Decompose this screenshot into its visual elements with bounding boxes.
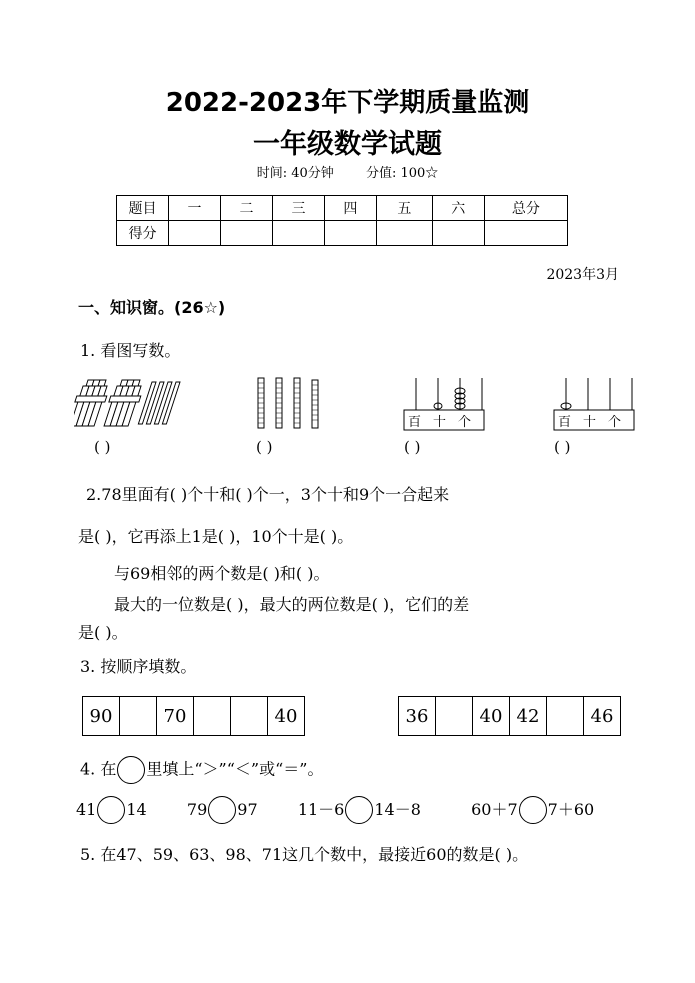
section-title: 一、知识窗。(26☆)	[78, 298, 226, 317]
score-header-cell: 一	[168, 196, 220, 221]
comparison-row	[76, 796, 594, 824]
score-header-cell: 五	[376, 196, 432, 221]
abacus-label-hundreds: 百	[558, 415, 584, 430]
exam-title: 2022-2023年下学期质量监测	[165, 88, 530, 118]
score-header-cell: 题目	[117, 196, 169, 221]
score-cell[interactable]	[272, 221, 324, 246]
ten-rods-figure	[254, 376, 334, 432]
abacus-label-hundreds: 百	[408, 415, 434, 430]
score-header-cell: 二	[220, 196, 272, 221]
exam-date: 2023年3月	[546, 267, 619, 283]
exam-time: 时间: 40分钟	[256, 166, 334, 181]
abacus-label-ones: 个	[458, 415, 484, 430]
question-3-text: 3. 按顺序填数。	[80, 657, 197, 676]
sequence-table-a	[82, 696, 305, 736]
sequence-table-b	[398, 696, 621, 736]
score-cell[interactable]	[376, 221, 432, 246]
question-4-prefix: 4. 在	[80, 759, 117, 779]
question-4-text	[80, 756, 323, 784]
exam-subtitle: 一年级数学试题	[253, 129, 442, 160]
comparison-item	[76, 800, 152, 819]
sequence-blank-cell[interactable]	[547, 697, 584, 736]
sequence-cell: 90	[83, 697, 120, 736]
question-2-line-5: 是( )。	[78, 623, 128, 642]
question-2-line-1: 2.78里面有( )个十和( )个一，3个十和9个一合起来	[86, 485, 450, 504]
sequence-blank-cell[interactable]	[194, 697, 231, 736]
score-table	[116, 195, 568, 246]
score-header-cell: 四	[324, 196, 376, 221]
score-header-cell: 总分	[484, 196, 567, 221]
comparison-circle[interactable]	[519, 796, 547, 824]
score-cell[interactable]	[484, 221, 567, 246]
score-cell[interactable]	[220, 221, 272, 246]
question-5-text: 5. 在47、59、63、98、71这几个数中，最接近60的数是( )。	[80, 845, 529, 864]
comparison-circle[interactable]	[208, 796, 236, 824]
comparison-circle[interactable]	[97, 796, 125, 824]
question-2-line-3: 与69相邻的两个数是( )和( )。	[114, 564, 330, 583]
score-header-cell: 三	[272, 196, 324, 221]
sequence-blank-cell[interactable]	[231, 697, 268, 736]
score-cell[interactable]	[168, 221, 220, 246]
comparison-item	[187, 800, 263, 819]
comparison-right: 14－8	[374, 799, 421, 819]
exam-total-score: 分值: 100☆	[365, 166, 439, 181]
score-header-cell: 六	[432, 196, 484, 221]
score-table-header-row	[117, 196, 568, 221]
comparison-right: 97	[237, 799, 258, 819]
answer-blank[interactable]: ( )	[554, 438, 571, 456]
comparison-circle[interactable]	[345, 796, 373, 824]
sequence-blank-cell[interactable]	[120, 697, 157, 736]
comparison-item	[298, 800, 426, 819]
score-cell[interactable]	[432, 221, 484, 246]
abacus-labels	[558, 411, 633, 430]
comparison-left: 79	[186, 799, 208, 819]
sticks-bundle-figure	[74, 376, 184, 432]
comparison-item	[471, 800, 594, 819]
question-4-suffix: 里填上“＞”“＜”或“＝”。	[146, 759, 324, 779]
comparison-left: 60＋7	[471, 799, 518, 819]
question-2-line-4: 最大的一位数是( )，最大的两位数是( )，它们的差	[114, 595, 470, 614]
sequence-cell: 40	[268, 697, 305, 736]
comparison-left: 41	[76, 799, 97, 819]
sequence-blank-cell[interactable]	[436, 697, 473, 736]
abacus-label-ones: 个	[608, 415, 634, 430]
answer-blank[interactable]: ( )	[94, 438, 111, 456]
exam-meta	[0, 162, 695, 181]
sequence-cell: 70	[157, 697, 194, 736]
score-cell[interactable]	[324, 221, 376, 246]
comparison-right: 14	[126, 799, 147, 819]
sequence-cell: 36	[399, 697, 436, 736]
score-row-label: 得分	[117, 221, 169, 246]
sequence-cell: 40	[473, 697, 510, 736]
comparison-circle-icon	[117, 756, 145, 784]
abacus-label-tens: 十	[583, 415, 609, 430]
question-2-line-2: 是( )，它再添上1是( )，10个十是( )。	[78, 527, 354, 546]
answer-blank[interactable]: ( )	[256, 438, 273, 456]
sequence-cell: 46	[584, 697, 621, 736]
abacus-label-tens: 十	[433, 415, 459, 430]
comparison-right: 7＋60	[547, 799, 595, 819]
score-table-score-row	[117, 221, 568, 246]
question-1-text: 1. 看图写数。	[80, 341, 181, 360]
comparison-left: 11－6	[297, 799, 345, 819]
sequence-cell: 42	[510, 697, 547, 736]
answer-blank[interactable]: ( )	[404, 438, 421, 456]
abacus-labels	[408, 411, 483, 430]
